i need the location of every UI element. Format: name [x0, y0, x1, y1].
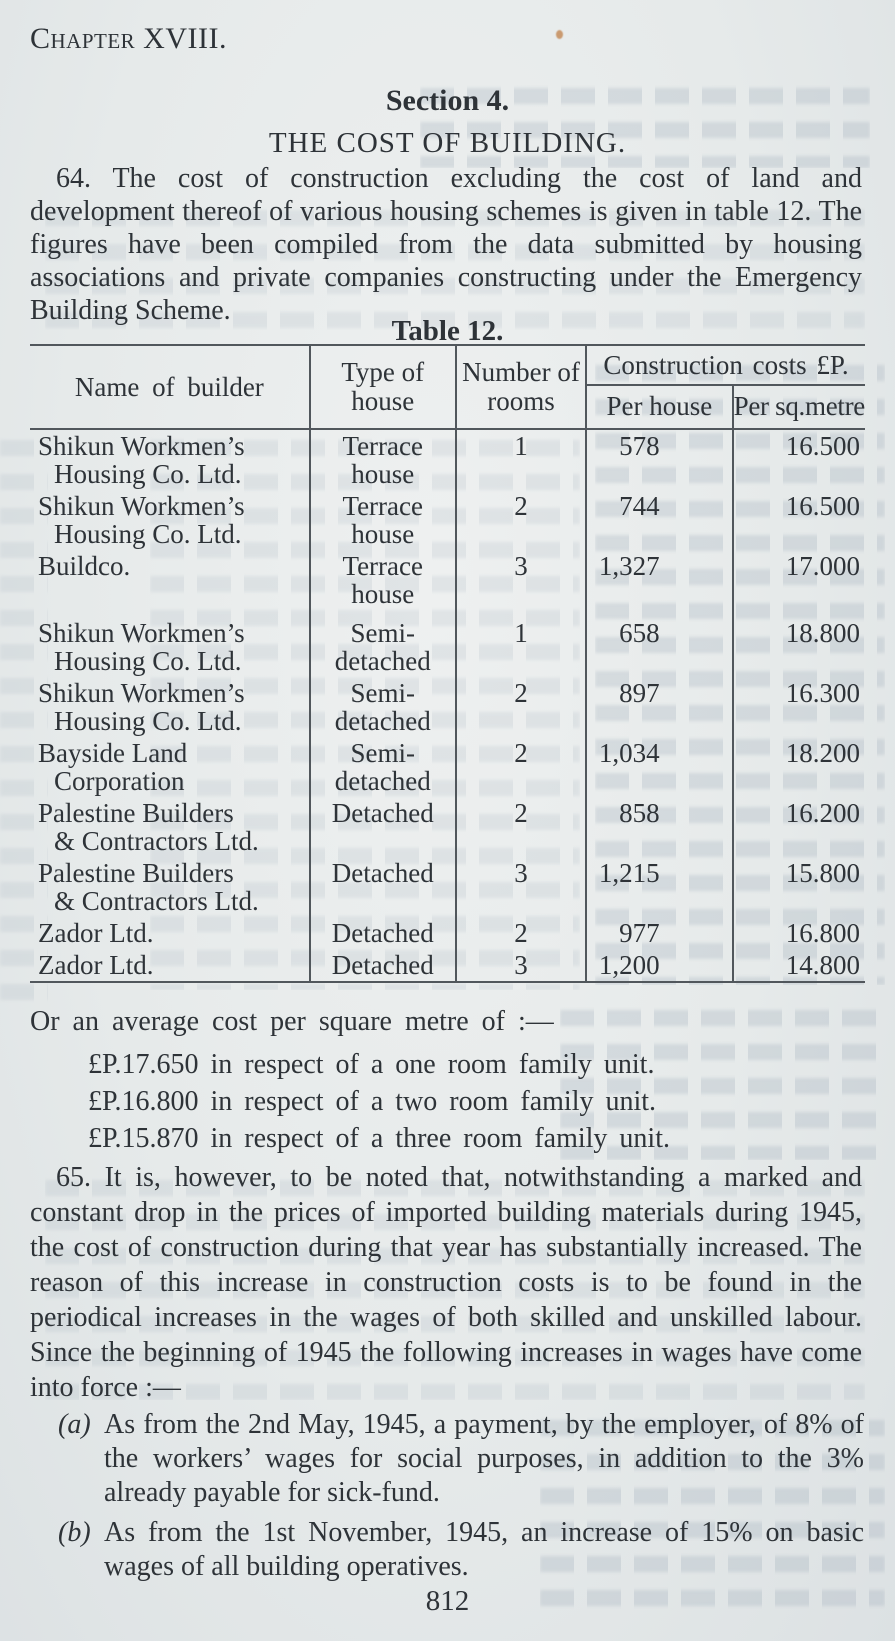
- cost-table-body: [30, 429, 865, 982]
- wage-increase-text-b: As from the 1st November, 1945, an increase of 15% on basic wages of all building operatives.: [104, 1517, 864, 1582]
- cost-per-sqm-cell: 16.300: [733, 677, 865, 737]
- table-row: [30, 490, 865, 550]
- house-type-cell: Detached: [310, 949, 456, 982]
- list-marker-a: (a): [58, 1409, 91, 1440]
- builder-name-cell: Bayside Land Corporation: [38, 738, 188, 796]
- rooms-cell: 2: [456, 737, 586, 797]
- house-type-cell: Semi- detached: [310, 610, 456, 677]
- rooms-cell: 3: [456, 550, 586, 610]
- house-type-cell: Semi- detached: [310, 677, 456, 737]
- list-marker-b: (b): [58, 1517, 91, 1548]
- builder-name-cell: Shikun Workmen’s Housing Co. Ltd.: [38, 618, 245, 676]
- paragraph-65: 65. It is, however, to be noted that, notwithstanding a marked and constant drop in the prices of imported building materials during 1945, the cost of construction during that year has substantially increased. The reason of this increase in construction costs is to be found in the periodical increases in the wages of both skilled and unskilled labour. Since the beginning of 1945 the following increases in wages have come into force :—: [30, 1162, 862, 1403]
- builder-name-cell: Buildco.: [38, 551, 131, 581]
- cost-per-house-cell: 858: [586, 797, 732, 857]
- table-row: [30, 429, 865, 490]
- table-row: [30, 857, 865, 917]
- wage-increase-item-a: [58, 1408, 864, 1510]
- column-header-type-of-house: Type of house: [310, 345, 456, 429]
- average-cost-line: £P.15.870 in respect of a three room family unit.: [88, 1123, 670, 1154]
- cost-per-house-cell: 977: [586, 917, 732, 949]
- house-type-cell: Detached: [310, 917, 456, 949]
- average-cost-intro: Or an average cost per square metre of :—: [30, 1006, 554, 1037]
- cost-per-house-cell: 1,034: [586, 737, 732, 797]
- table-row: [30, 949, 865, 982]
- cost-per-house-cell: 1,200: [586, 949, 732, 982]
- table-row: [30, 677, 865, 737]
- table-caption: Table 12.: [391, 315, 504, 347]
- page-title: THE COST OF BUILDING.: [268, 127, 627, 159]
- cost-per-house-cell: 897: [586, 677, 732, 737]
- builder-name-cell: Shikun Workmen’s Housing Co. Ltd.: [38, 431, 245, 489]
- rooms-cell: 2: [456, 797, 586, 857]
- house-type-cell: Terrace house: [310, 550, 456, 610]
- average-cost-line: £P.16.800 in respect of a two room family unit.: [88, 1086, 657, 1117]
- table-row: [30, 550, 865, 610]
- rooms-cell: 3: [456, 949, 586, 982]
- column-header-number-of-rooms: Number of rooms: [456, 345, 586, 429]
- rooms-cell: 1: [456, 610, 586, 677]
- average-cost-list: [88, 1046, 670, 1157]
- cost-table: [30, 344, 865, 983]
- builder-name-cell: Shikun Workmen’s Housing Co. Ltd.: [38, 491, 245, 549]
- cost-per-house-cell: 744: [586, 490, 732, 550]
- house-type-cell: Terrace house: [310, 490, 456, 550]
- cost-per-sqm-cell: 16.500: [733, 429, 865, 490]
- builder-name-cell: Zador Ltd.: [38, 950, 154, 980]
- cost-per-sqm-cell: 16.500: [733, 490, 865, 550]
- cost-table-header: [30, 345, 865, 429]
- cost-per-house-cell: 658: [586, 610, 732, 677]
- builder-name-cell: Zador Ltd.: [38, 918, 154, 948]
- rooms-cell: 1: [456, 429, 586, 490]
- rooms-cell: 2: [456, 677, 586, 737]
- builder-name-cell: Shikun Workmen’s Housing Co. Ltd.: [38, 678, 245, 736]
- house-type-cell: Detached: [310, 857, 456, 917]
- page-speck: [556, 30, 563, 39]
- chapter-heading: Chapter XVIII.: [30, 22, 227, 55]
- section-heading: Section 4.: [385, 84, 510, 117]
- column-header-construction-costs: Construction costs £P.: [586, 345, 865, 385]
- cost-per-house-cell: 1,215: [586, 857, 732, 917]
- builder-name-cell: Palestine Builders & Contractors Ltd.: [38, 858, 259, 916]
- cost-per-house-cell: 1,327: [586, 550, 732, 610]
- cost-per-sqm-cell: 14.800: [733, 949, 865, 982]
- cost-per-sqm-cell: 16.800: [733, 917, 865, 949]
- house-type-cell: Terrace house: [310, 429, 456, 490]
- rooms-cell: 2: [456, 490, 586, 550]
- column-header-per-house: Per house: [586, 385, 732, 429]
- paragraph-64: 64. The cost of construction excluding the cost of land and development thereof of various housing schemes is given in table 12. The figures have been compiled from the data submitted by housing associations and private companies constructing under the Emergency Building Scheme.: [30, 163, 862, 326]
- page-number: 812: [425, 1585, 470, 1617]
- column-header-per-sq-metre: Per sq.metre: [733, 385, 865, 429]
- rooms-cell: 3: [456, 857, 586, 917]
- column-header-name-of-builder: Name of builder: [30, 345, 310, 429]
- table-row: [30, 917, 865, 949]
- cost-per-house-cell: 578: [586, 429, 732, 490]
- wage-increase-text-a: As from the 2nd May, 1945, a payment, by the employer, of 8% of the workers’ wages for social purposes, in addition to the 3% already payable for sick-fund.: [104, 1409, 864, 1508]
- house-type-cell: Semi- detached: [310, 737, 456, 797]
- table-row: [30, 610, 865, 677]
- house-type-cell: Detached: [310, 797, 456, 857]
- wage-increase-item-b: [58, 1516, 864, 1584]
- builder-name-cell: Palestine Builders & Contractors Ltd.: [38, 798, 259, 856]
- average-cost-line: £P.17.650 in respect of a one room family unit.: [88, 1049, 655, 1080]
- cost-per-sqm-cell: 15.800: [733, 857, 865, 917]
- cost-per-sqm-cell: 18.800: [733, 610, 865, 677]
- cost-per-sqm-cell: 18.200: [733, 737, 865, 797]
- table-row: [30, 737, 865, 797]
- cost-per-sqm-cell: 17.000: [733, 550, 865, 610]
- table-row: [30, 797, 865, 857]
- cost-per-sqm-cell: 16.200: [733, 797, 865, 857]
- rooms-cell: 2: [456, 917, 586, 949]
